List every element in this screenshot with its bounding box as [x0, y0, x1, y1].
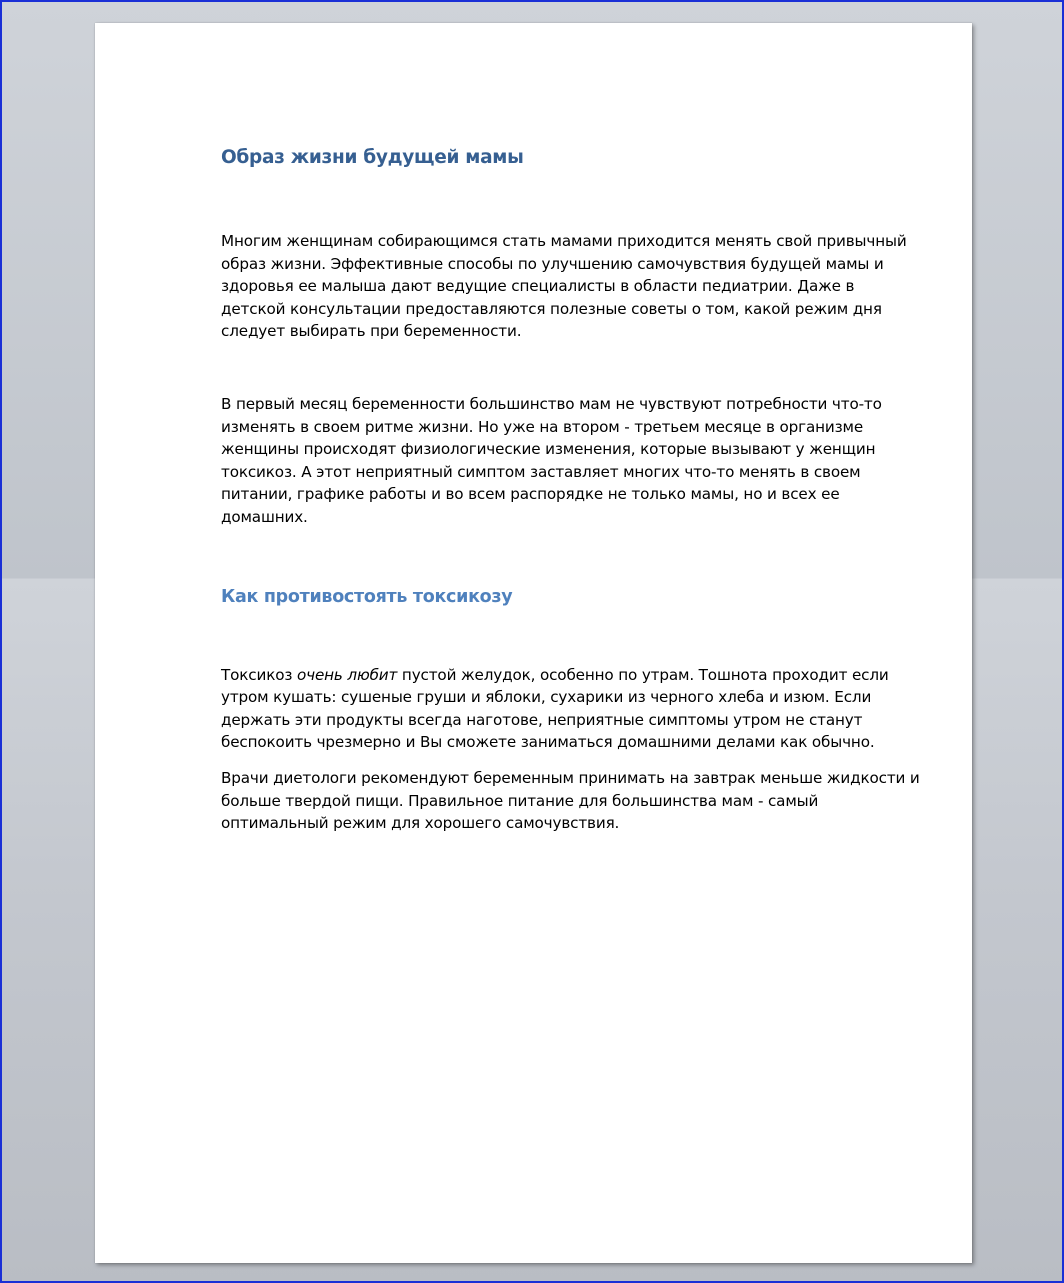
paragraph-intro: Многим женщинам собирающимся стать мамами приходится менять свой привычный образ жизни. Эффективные способы по улучшению самочувствия будущей мамы и здоровья ее малыша дают ведущие специалисты в области педиатрии. Даже в детской консультации предоставляются полезные советы о том, какой режим дня следует выбирать при беременности.: [221, 232, 907, 341]
paragraph-first-month: В первый месяц беременности большинство мам не чувствуют потребности что-то изменять в своем ритме жизни. Но уже на втором - третьем месяце в организме женщины происходят физиологические изменения, которые вызывают у женщин токсикоз. А этот неприятный симптом заставляет многих что-то менять в своем питании, графике работы и во всем распорядке не только мамы, но и всех ее домашних.: [221, 394, 882, 526]
heading-toxicosis: Как противостоять токсикозу: [221, 586, 513, 607]
page-content: [221, 143, 921, 835]
document-page[interactable]: [95, 23, 972, 1263]
paragraph-toxicosis: [221, 664, 921, 754]
paragraph-toxicosis-start: Токсикоз: [221, 665, 297, 684]
paragraph-toxicosis-emphasis: очень любит: [296, 665, 398, 684]
paragraph-toxicosis-end: пустой желудок, особенно по утрам. Тошнота проходит если утром кушать: сушеные груши и яблоки, сухарики из черного хлеба и изюм. Если держать эти продукты всегда наготове, неприятные симптомы утром не станут беспокоить чрезмерно и Вы сможете заниматься домашними делами как обычно.: [221, 665, 889, 752]
heading-lifestyle: Образ жизни будущей мамы: [221, 147, 524, 168]
paragraph-diet: Врачи диетологи рекомендуют беременным принимать на завтрак меньше жидкости и больше твердой пищи. Правильное питание для большинства мам - самый оптимальный режим для хорошего самочувствия.: [221, 768, 920, 833]
